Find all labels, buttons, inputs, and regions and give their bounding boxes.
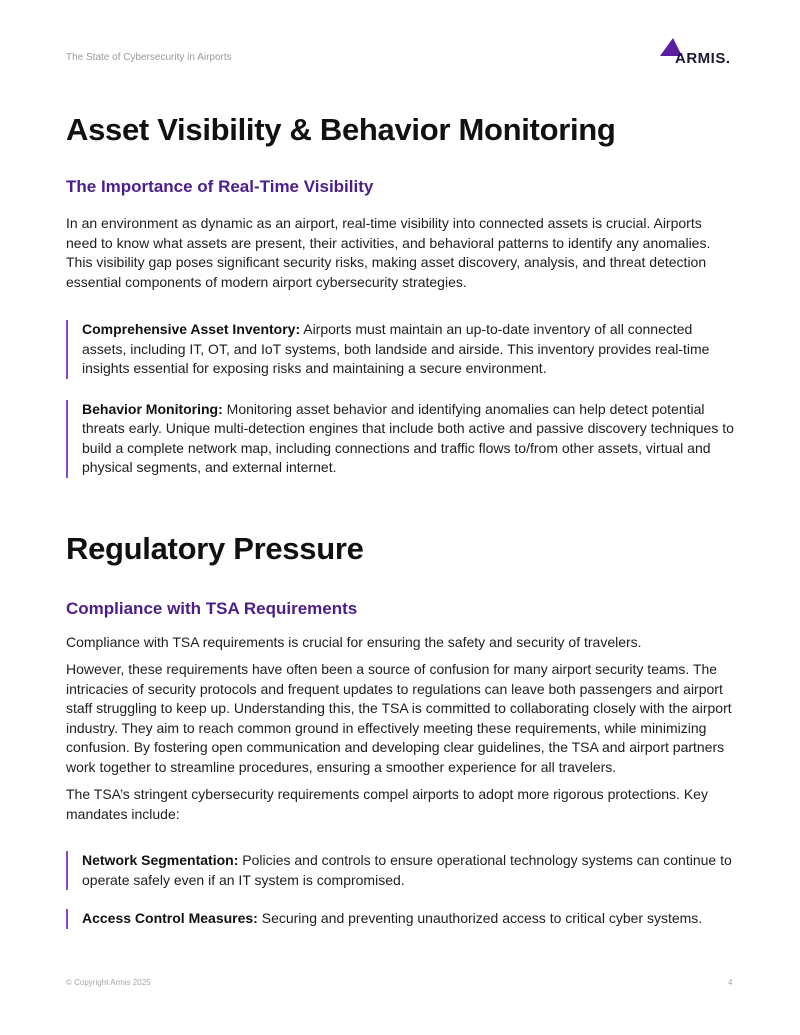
main-content xyxy=(66,104,736,929)
page-number: 4 xyxy=(728,978,733,987)
callout-term: Behavior Monitoring: xyxy=(82,400,223,417)
callout-term: Network Segmentation: xyxy=(82,852,239,868)
paragraph: Compliance with TSA requirements is crucial for ensuring the safety and security of travelers. xyxy=(66,633,642,650)
running-header: The State of Cybersecurity in Airports xyxy=(66,52,232,63)
callout-asset-inventory xyxy=(66,320,736,379)
callout-text: Airports must maintain an up-to-date inventory of all connected assets, including IT, OT, and IoT systems, both landside and airside. This inventory provides real-time insights essential for exposing risks and maintaining a secure environment. xyxy=(82,321,710,376)
subsection-title-tsa-compliance: Compliance with TSA Requirements xyxy=(66,598,358,618)
callout-network-segmentation xyxy=(66,851,736,890)
footer-copyright: © Copyright Armis 2025 xyxy=(66,978,151,987)
section-title-asset-visibility: Asset Visibility & Behavior Monitoring xyxy=(66,112,616,147)
callout-term: Comprehensive Asset Inventory: xyxy=(82,321,301,337)
paragraph: The TSA’s stringent cybersecurity requirements compel airports to adopt more rigorous protections. Key mandates include: xyxy=(66,786,708,822)
callout-access-control xyxy=(66,909,736,929)
logo-wordmark: ARMIS. xyxy=(675,50,731,67)
callout-text: Policies and controls to ensure operational technology systems can continue to operate safely even if an IT system is compromised. xyxy=(82,852,732,888)
section-title-regulatory-pressure: Regulatory Pressure xyxy=(66,530,364,566)
subsection-title-real-time-visibility: The Importance of Real-Time Visibility xyxy=(66,177,374,196)
intro-paragraph: In an environment as dynamic as an airport, real-time visibility into connected assets is crucial. Airports need to know what assets are present, their activities, and behavioral patterns to identify any anomalies. This visibility gap poses significant security risks, making asset discovery, analysis, and threat detection essential components of modern airport cybersecurity strategies. xyxy=(66,215,711,290)
callout-text: Monitoring asset behavior and identifying anomalies can help detect potential threats early. Unique multi-detection engines that include both active and passive discovery techniques to build a complete network map, including connections and traffic flows to/from other assets, virtual and physical segments, and external internet. xyxy=(82,400,734,475)
callout-term: Access Control Measures: xyxy=(82,910,258,926)
armis-logo xyxy=(660,36,740,66)
paragraph: However, these requirements have often been a source of confusion for many airport security teams. The intricacies of security protocols and frequent updates to regulations can leave both passengers and airport staff struggling to keep up. Understanding this, the TSA is committed to collaborating closely with the airport industry. They aim to reach common ground in effectively meeting these requirements, while minimizing confusion. By fostering open communication and developing clear guidelines, the TSA and airport partners work together to streamline procedures, ensuring a smoother experience for all travelers. xyxy=(66,661,732,775)
callout-text: Securing and preventing unauthorized access to critical cyber systems. xyxy=(257,910,703,926)
callout-behavior-monitoring xyxy=(66,400,736,478)
